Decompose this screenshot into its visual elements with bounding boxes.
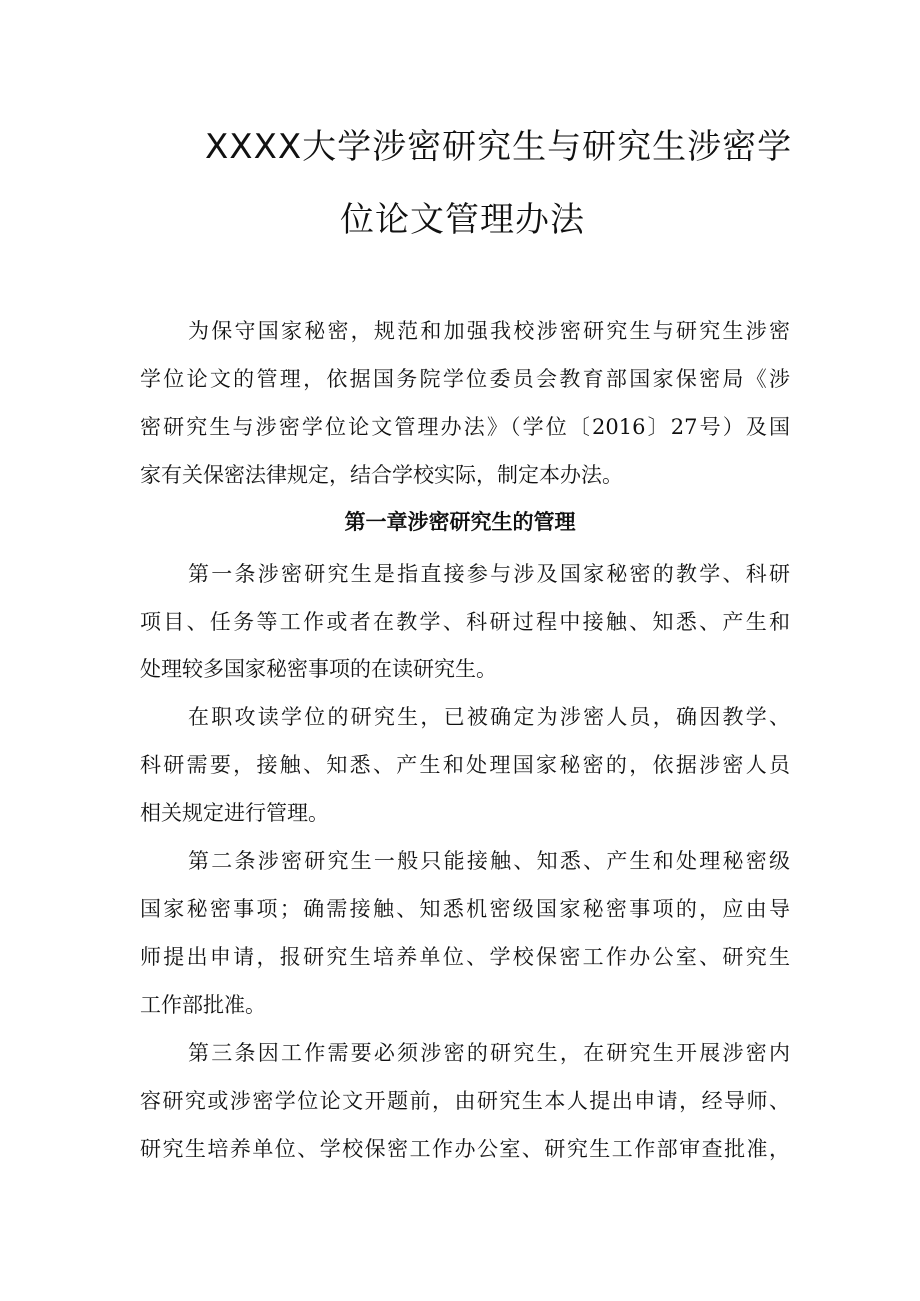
article1-line-3: 处理较多国家秘密事项的在读研究生。	[140, 657, 497, 681]
intro-line-2: 学位论文的管理，依据国务院学位委员会教育部国家保密局《涉	[140, 367, 790, 391]
article3-line-3: 研究生培养单位、学校保密工作办公室、研究生工作部审查批准，	[140, 1137, 790, 1161]
article1-p2-line-1: 在职攻读学位的研究生，已被确定为涉密人员，确因教学、	[188, 705, 790, 729]
article2-line-4: 工作部批准。	[140, 993, 266, 1017]
article1-p2-line-3: 相关规定进行管理。	[140, 801, 329, 825]
document-title-line-1: XXXX大学涉密研究生与研究生涉密学	[205, 127, 793, 167]
article2-line-2: 国家秘密事项；确需接触、知悉机密级国家秘密事项的，应由导	[140, 897, 790, 921]
article3-line-2: 容研究或涉密学位论文开题前，由研究生本人提出申请，经导师、	[140, 1089, 790, 1113]
intro-line-1: 为保守国家秘密，规范和加强我校涉密研究生与研究生涉密	[188, 319, 790, 343]
chapter-heading: 第一章涉密研究生的管理	[344, 510, 576, 534]
article2-line-3: 师提出申请，报研究生培养单位、学校保密工作办公室、研究生	[140, 945, 790, 969]
intro-line-3: 密研究生与涉密学位论文管理办法》（学位〔2016〕27号）及国	[140, 415, 790, 439]
document-title-line-2: 位论文管理办法	[340, 200, 585, 240]
article1-line-1: 第一条涉密研究生是指直接参与涉及国家秘密的教学、科研	[188, 562, 790, 586]
intro-line-4: 家有关保密法律规定，结合学校实际，制定本办法。	[140, 463, 623, 487]
article1-line-2: 项目、任务等工作或者在教学、科研过程中接触、知悉、产生和	[140, 610, 790, 634]
article3-line-1: 第三条因工作需要必须涉密的研究生，在研究生开展涉密内	[188, 1041, 790, 1065]
article1-p2-line-2: 科研需要，接触、知悉、产生和处理国家秘密的，依据涉密人员	[140, 753, 790, 777]
article2-line-1: 第二条涉密研究生一般只能接触、知悉、产生和处理秘密级	[188, 849, 790, 873]
